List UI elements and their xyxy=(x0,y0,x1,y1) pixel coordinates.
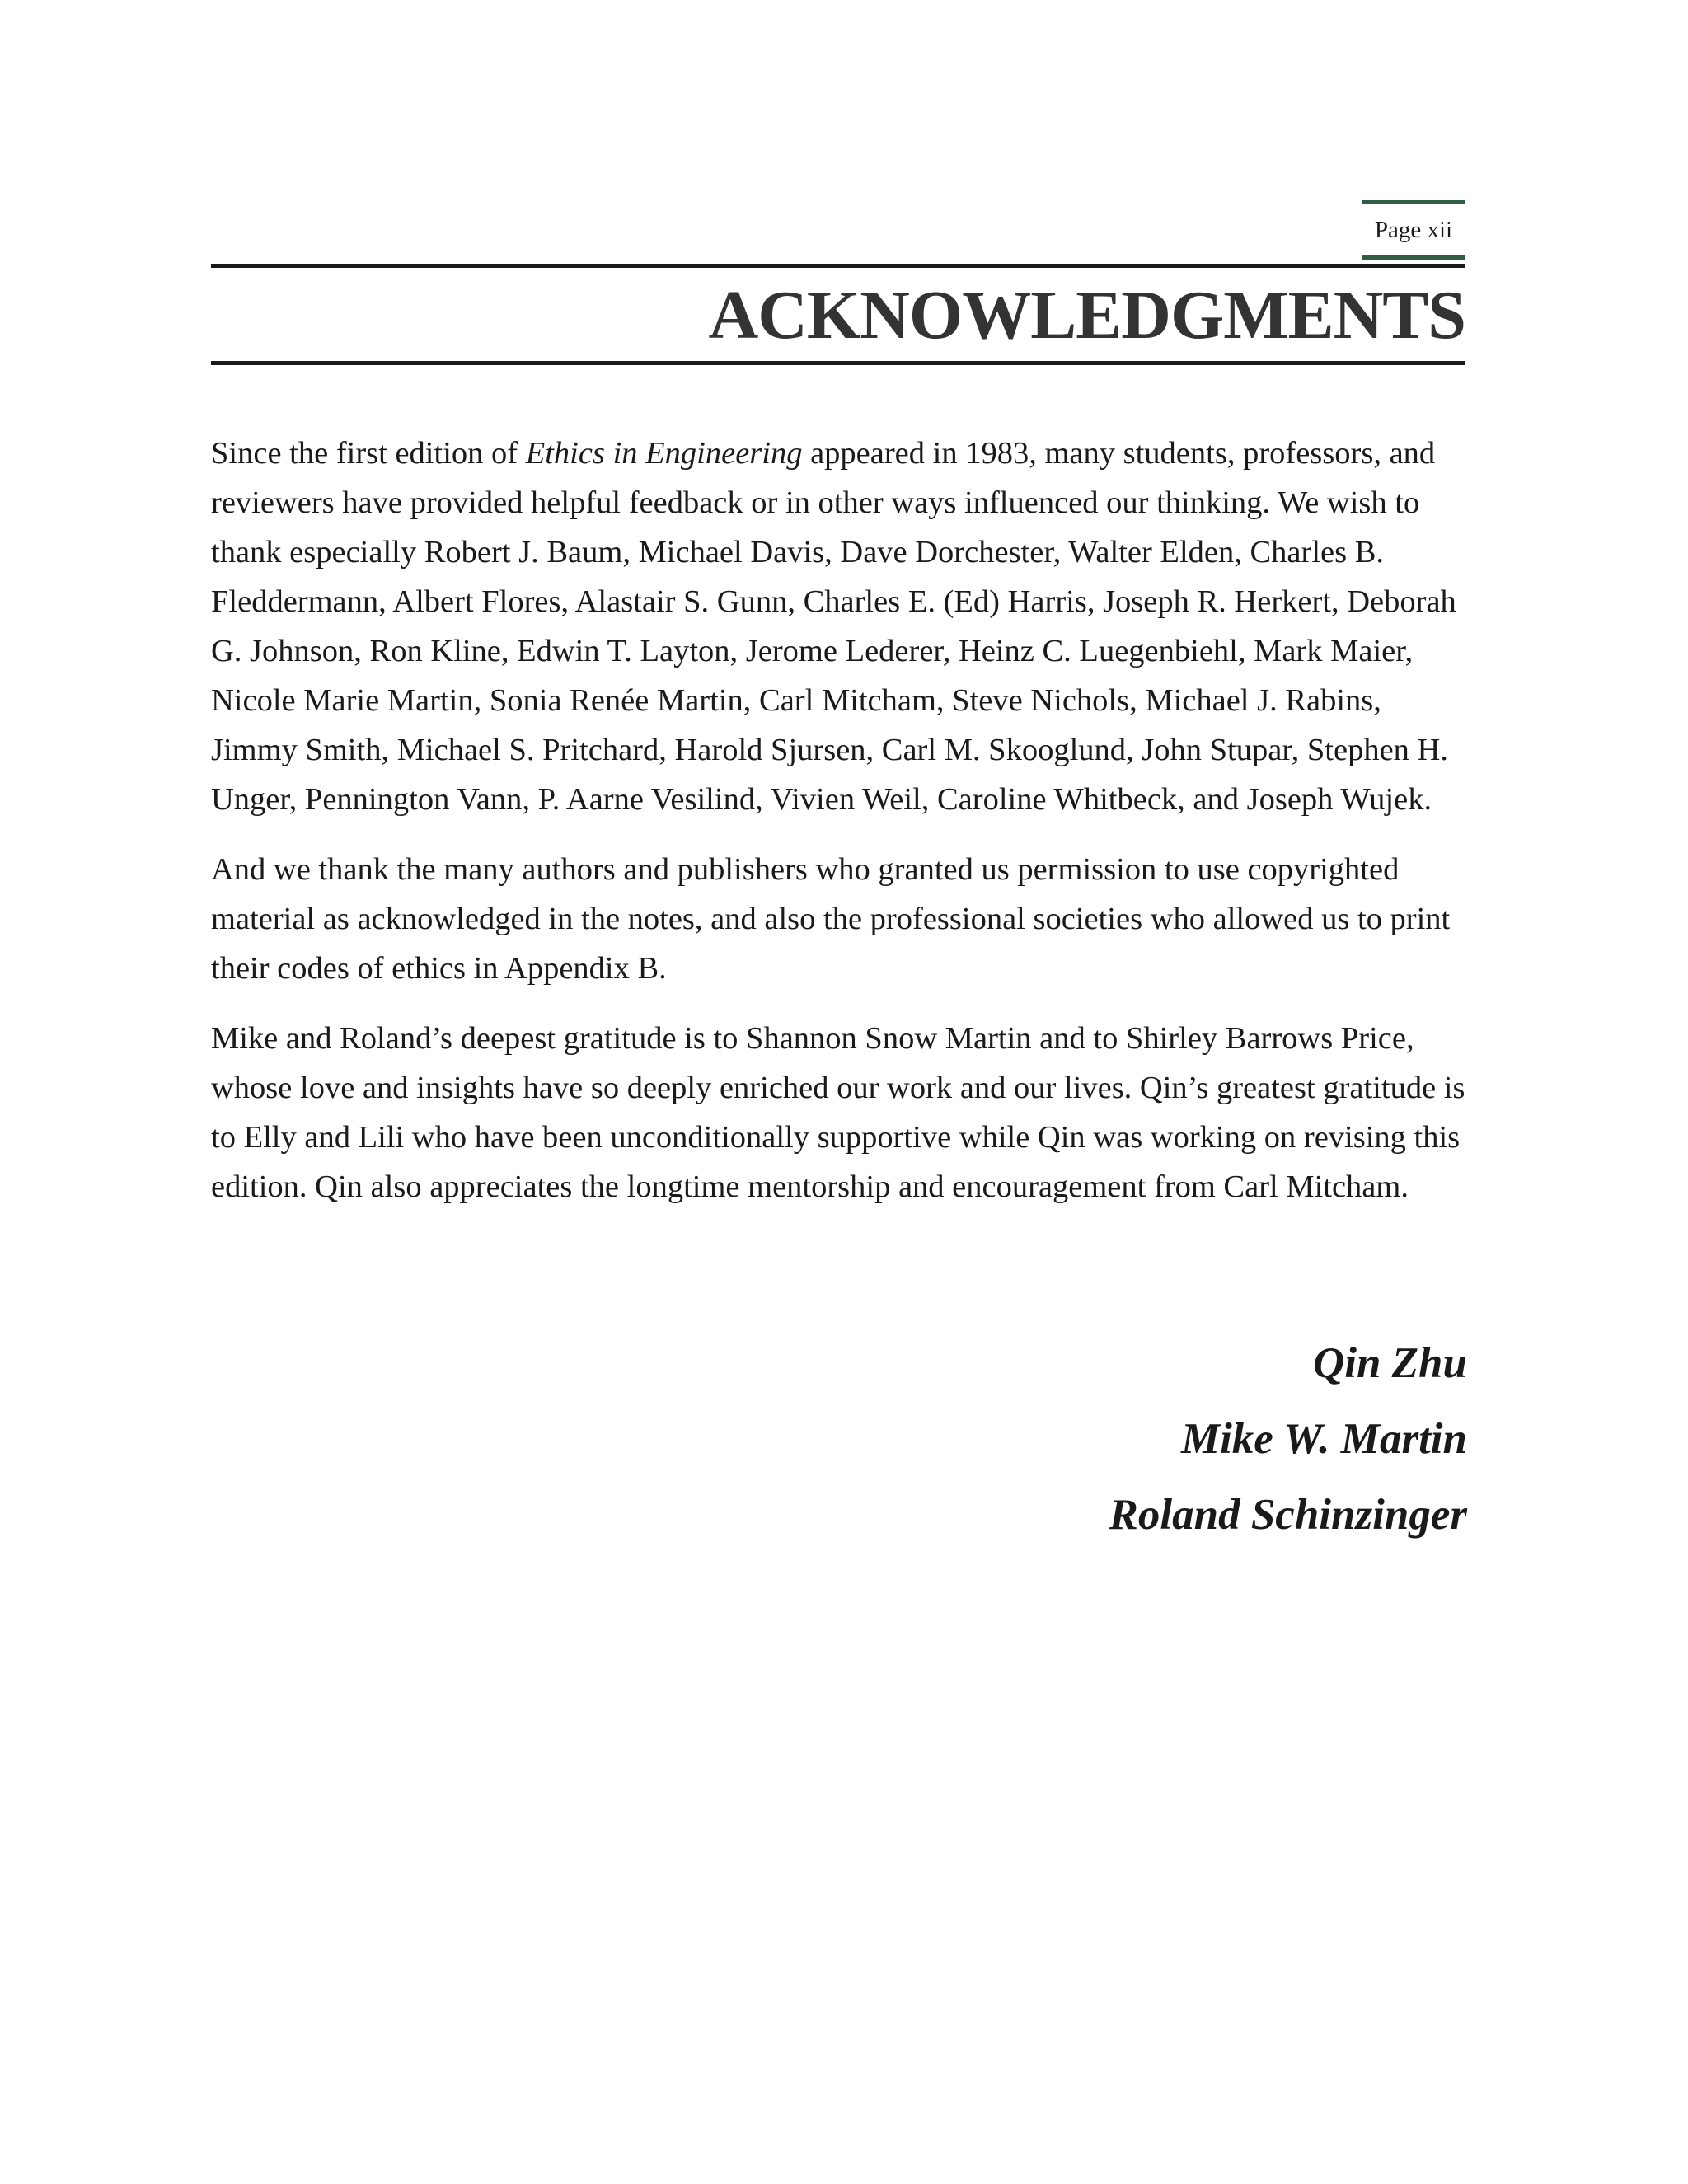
page-title: ACKNOWLEDGMENTS xyxy=(708,277,1465,354)
signature-mike-martin: Mike W. Martin xyxy=(1180,1415,1467,1463)
paragraph-1 xyxy=(211,429,1465,824)
signature-qin-zhu: Qin Zhu xyxy=(1312,1339,1467,1387)
signature-block xyxy=(211,1325,1467,1553)
signature-roland-schinzinger: Roland Schinzinger xyxy=(1109,1491,1467,1539)
page-number-text: Page xii xyxy=(1374,216,1453,243)
heading-bottom-rule xyxy=(211,361,1465,365)
book-title: Ethics in Engineering xyxy=(525,436,803,471)
page-number-label xyxy=(1362,200,1465,260)
heading-top-rule xyxy=(211,264,1465,268)
paragraph-3: Mike and Roland’s deepest gratitude is to Shannon Snow Martin and to Shirley Barrows Price, whose love and insights have so deeply enriched our work and our lives. Qin’s greatest gratitude is to Elly and Lili who have been unconditionally supportive while Qin was working on revising this edition. Qin also appreciates the longtime mentorship and encouragement from Carl Mitcham. xyxy=(211,1021,1465,1204)
paragraph-1-lead: Since the first edition of xyxy=(211,436,526,471)
paragraph-2: And we thank the many authors and publishers who granted us permission to use copyrighted material as acknowledged in the notes, and also the professional societies who allowed us to print their codes of ethics in Appendix B. xyxy=(211,852,1451,986)
paragraph-1-rest: appeared in 1983, many students, professors, and reviewers have provided helpful feedback or in other ways influenced our thinking. We wish to thank especially Robert J. Baum, Michael Davis, Dave Dorchester, Walter Elden, Charles B. Fleddermann, Albert Flores, Alastair S. Gunn, Charles E. (Ed) Harris, Joseph R. Herkert, Deborah G. Johnson, Ron Kline, Edwin T. Layton, Jerome Lederer, Heinz C. Luegenbiehl, Mark Maier, Nicole Marie Martin, Sonia Renée Martin, Carl Mitcham, Steve Nichols, Michael J. Rabins, Jimmy Smith, Michael S. Pritchard, Harold Sjursen, Carl M. Skooglund, John Stupar, Stephen H. Unger, Pennington Vann, P. Aarne Vesilind, Vivien Weil, Caroline Whitbeck, and Joseph Wujek. xyxy=(211,436,1456,817)
acknowledgments-body xyxy=(211,429,1465,1232)
